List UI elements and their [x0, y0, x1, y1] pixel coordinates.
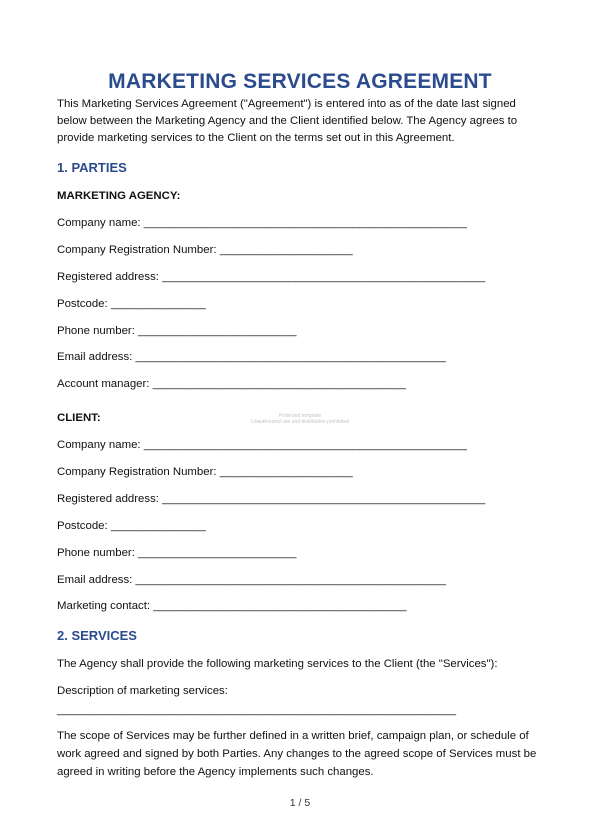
services-description-line[interactable]: _______________________________________________________________ — [57, 704, 457, 716]
document-title: MARKETING SERVICES AGREEMENT — [108, 70, 492, 94]
agency-registration-number-field[interactable]: Company Registration Number: _____________________ — [57, 244, 353, 256]
services-intro-paragraph: The Agency shall provide the following marketing services to the Client (the "Services"): — [57, 658, 498, 670]
services-scope-paragraph: The scope of Services may be further defined in a written brief, campaign plan, or schedule of work agreed and signed by both Parties. Any changes to the agreed scope of Services must be agreed in writing before the Agency implements such changes. — [57, 730, 537, 778]
section-heading-parties: 1. PARTIES — [57, 160, 127, 175]
client-phone-number-field[interactable]: Phone number: _________________________ — [57, 547, 297, 559]
agency-registered-address-field[interactable]: Registered address: ___________________________________________________ — [57, 271, 486, 283]
page-indicator: 1 / 5 — [289, 797, 311, 809]
client-heading: CLIENT: — [57, 412, 101, 424]
client-postcode-field[interactable]: Postcode: _______________ — [57, 520, 206, 532]
agency-company-name-field[interactable]: Company name: ___________________________________________________ — [57, 217, 467, 229]
agency-postcode-field[interactable]: Postcode: _______________ — [57, 298, 206, 310]
agency-account-manager-field[interactable]: Account manager: ________________________________________ — [57, 378, 407, 390]
client-email-address-field[interactable]: Email address: _________________________________________________ — [57, 574, 446, 586]
watermark-text: Protected template Unauthorized use and distribution prohibited — [251, 413, 349, 425]
services-description-label: Description of marketing services: — [57, 685, 228, 697]
section-heading-services: 2. SERVICES — [57, 628, 137, 643]
client-marketing-contact-field[interactable]: Marketing contact: ________________________________________ — [57, 600, 407, 612]
agency-heading: MARKETING AGENCY: — [57, 190, 181, 202]
client-registered-address-field[interactable]: Registered address: ___________________________________________________ — [57, 493, 486, 505]
agency-email-address-field[interactable]: Email address: _________________________________________________ — [57, 351, 446, 363]
client-company-name-field[interactable]: Company name: ___________________________________________________ — [57, 439, 467, 451]
client-registration-number-field[interactable]: Company Registration Number: _____________________ — [57, 466, 353, 478]
intro-paragraph: This Marketing Services Agreement ("Agreement") is entered into as of the date last signed below between the Marketing Agency and the Client identified below. The Agency agrees to provide marketing services to the Client on the terms set out in this Agreement. — [57, 98, 518, 144]
agency-phone-number-field[interactable]: Phone number: _________________________ — [57, 325, 297, 337]
